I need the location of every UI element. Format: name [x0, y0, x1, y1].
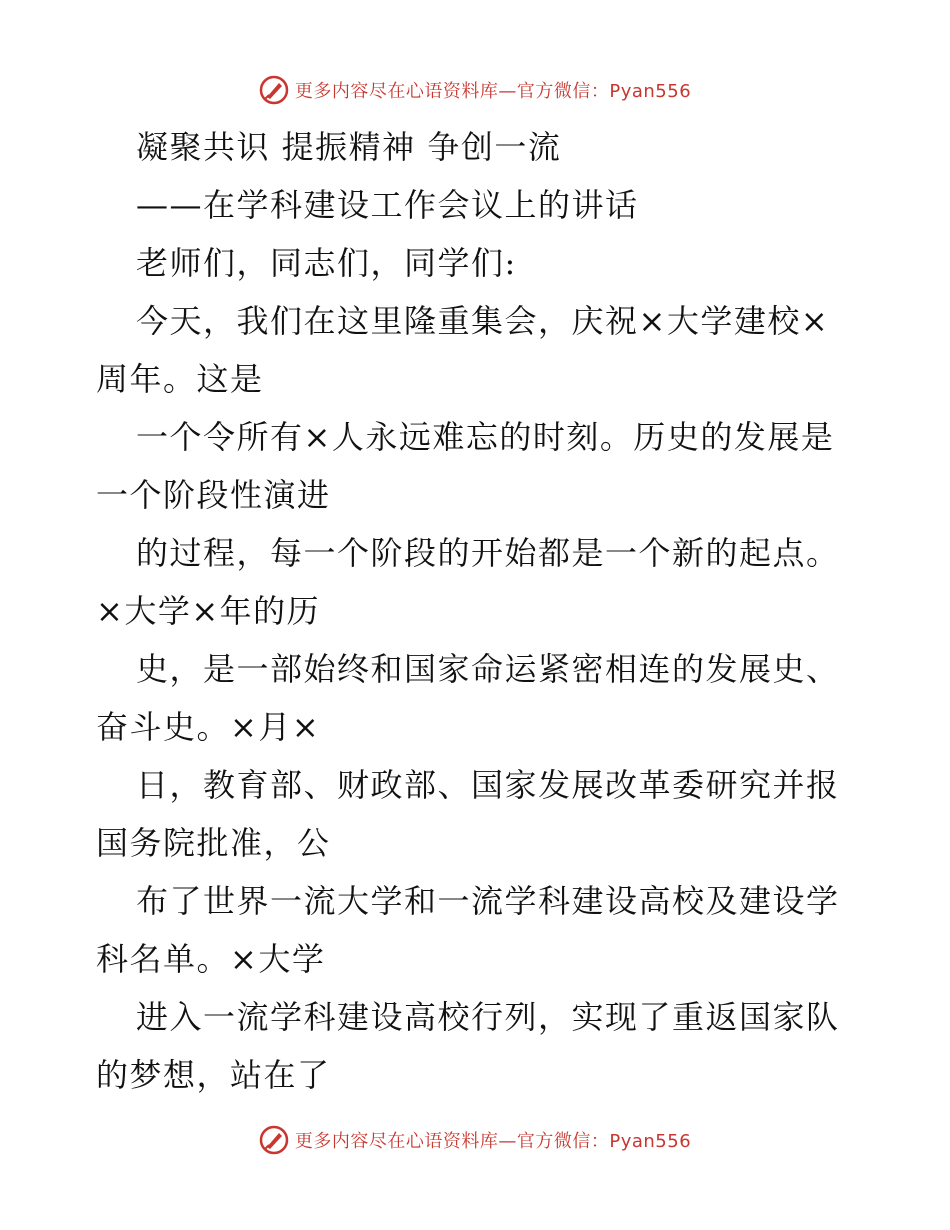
text-line: 今天，我们在这里隆重集会，庆祝×大学建校×	[136, 302, 830, 340]
text-line: 科名单。×大学	[96, 940, 326, 978]
text-line: 布了世界一流大学和一流学科建设高校及建设学	[136, 882, 840, 920]
watermark-text: 更多内容尽在心语资料库—官方微信：Pyan556	[294, 81, 692, 102]
text-line: 老师们，同志们，同学们:	[136, 244, 517, 282]
text-line: 凝聚共识 提振精神 争创一流	[136, 128, 562, 166]
text-line: 史，是一部始终和国家命运紧密相连的发展史、	[136, 650, 840, 688]
feather-pen-logo-icon	[259, 75, 289, 105]
header-watermark	[0, 70, 950, 110]
text-line: 周年。这是	[96, 360, 264, 398]
text-line: ——在学科建设工作会议上的讲话	[136, 186, 639, 224]
text-line: 日，教育部、财政部、国家发展改革委研究并报	[136, 766, 840, 804]
text-line: 进入一流学科建设高校行列，实现了重返国家队	[136, 998, 840, 1036]
text-line: 奋斗史。×月×	[96, 708, 321, 746]
text-line: 国务院批准，公	[96, 824, 331, 862]
footer-watermark	[0, 1120, 950, 1160]
text-line: 一个阶段性演进	[96, 476, 331, 514]
document-body	[96, 118, 856, 1104]
text-line: 的梦想，站在了	[96, 1056, 331, 1094]
watermark-text: 更多内容尽在心语资料库—官方微信：Pyan556	[294, 1131, 692, 1152]
text-line: ×大学×年的历	[96, 592, 321, 630]
feather-pen-logo-icon	[259, 1125, 289, 1155]
text-line: 的过程，每一个阶段的开始都是一个新的起点。	[136, 534, 840, 572]
text-line: 一个令所有×人永远难忘的时刻。历史的发展是	[136, 418, 835, 456]
